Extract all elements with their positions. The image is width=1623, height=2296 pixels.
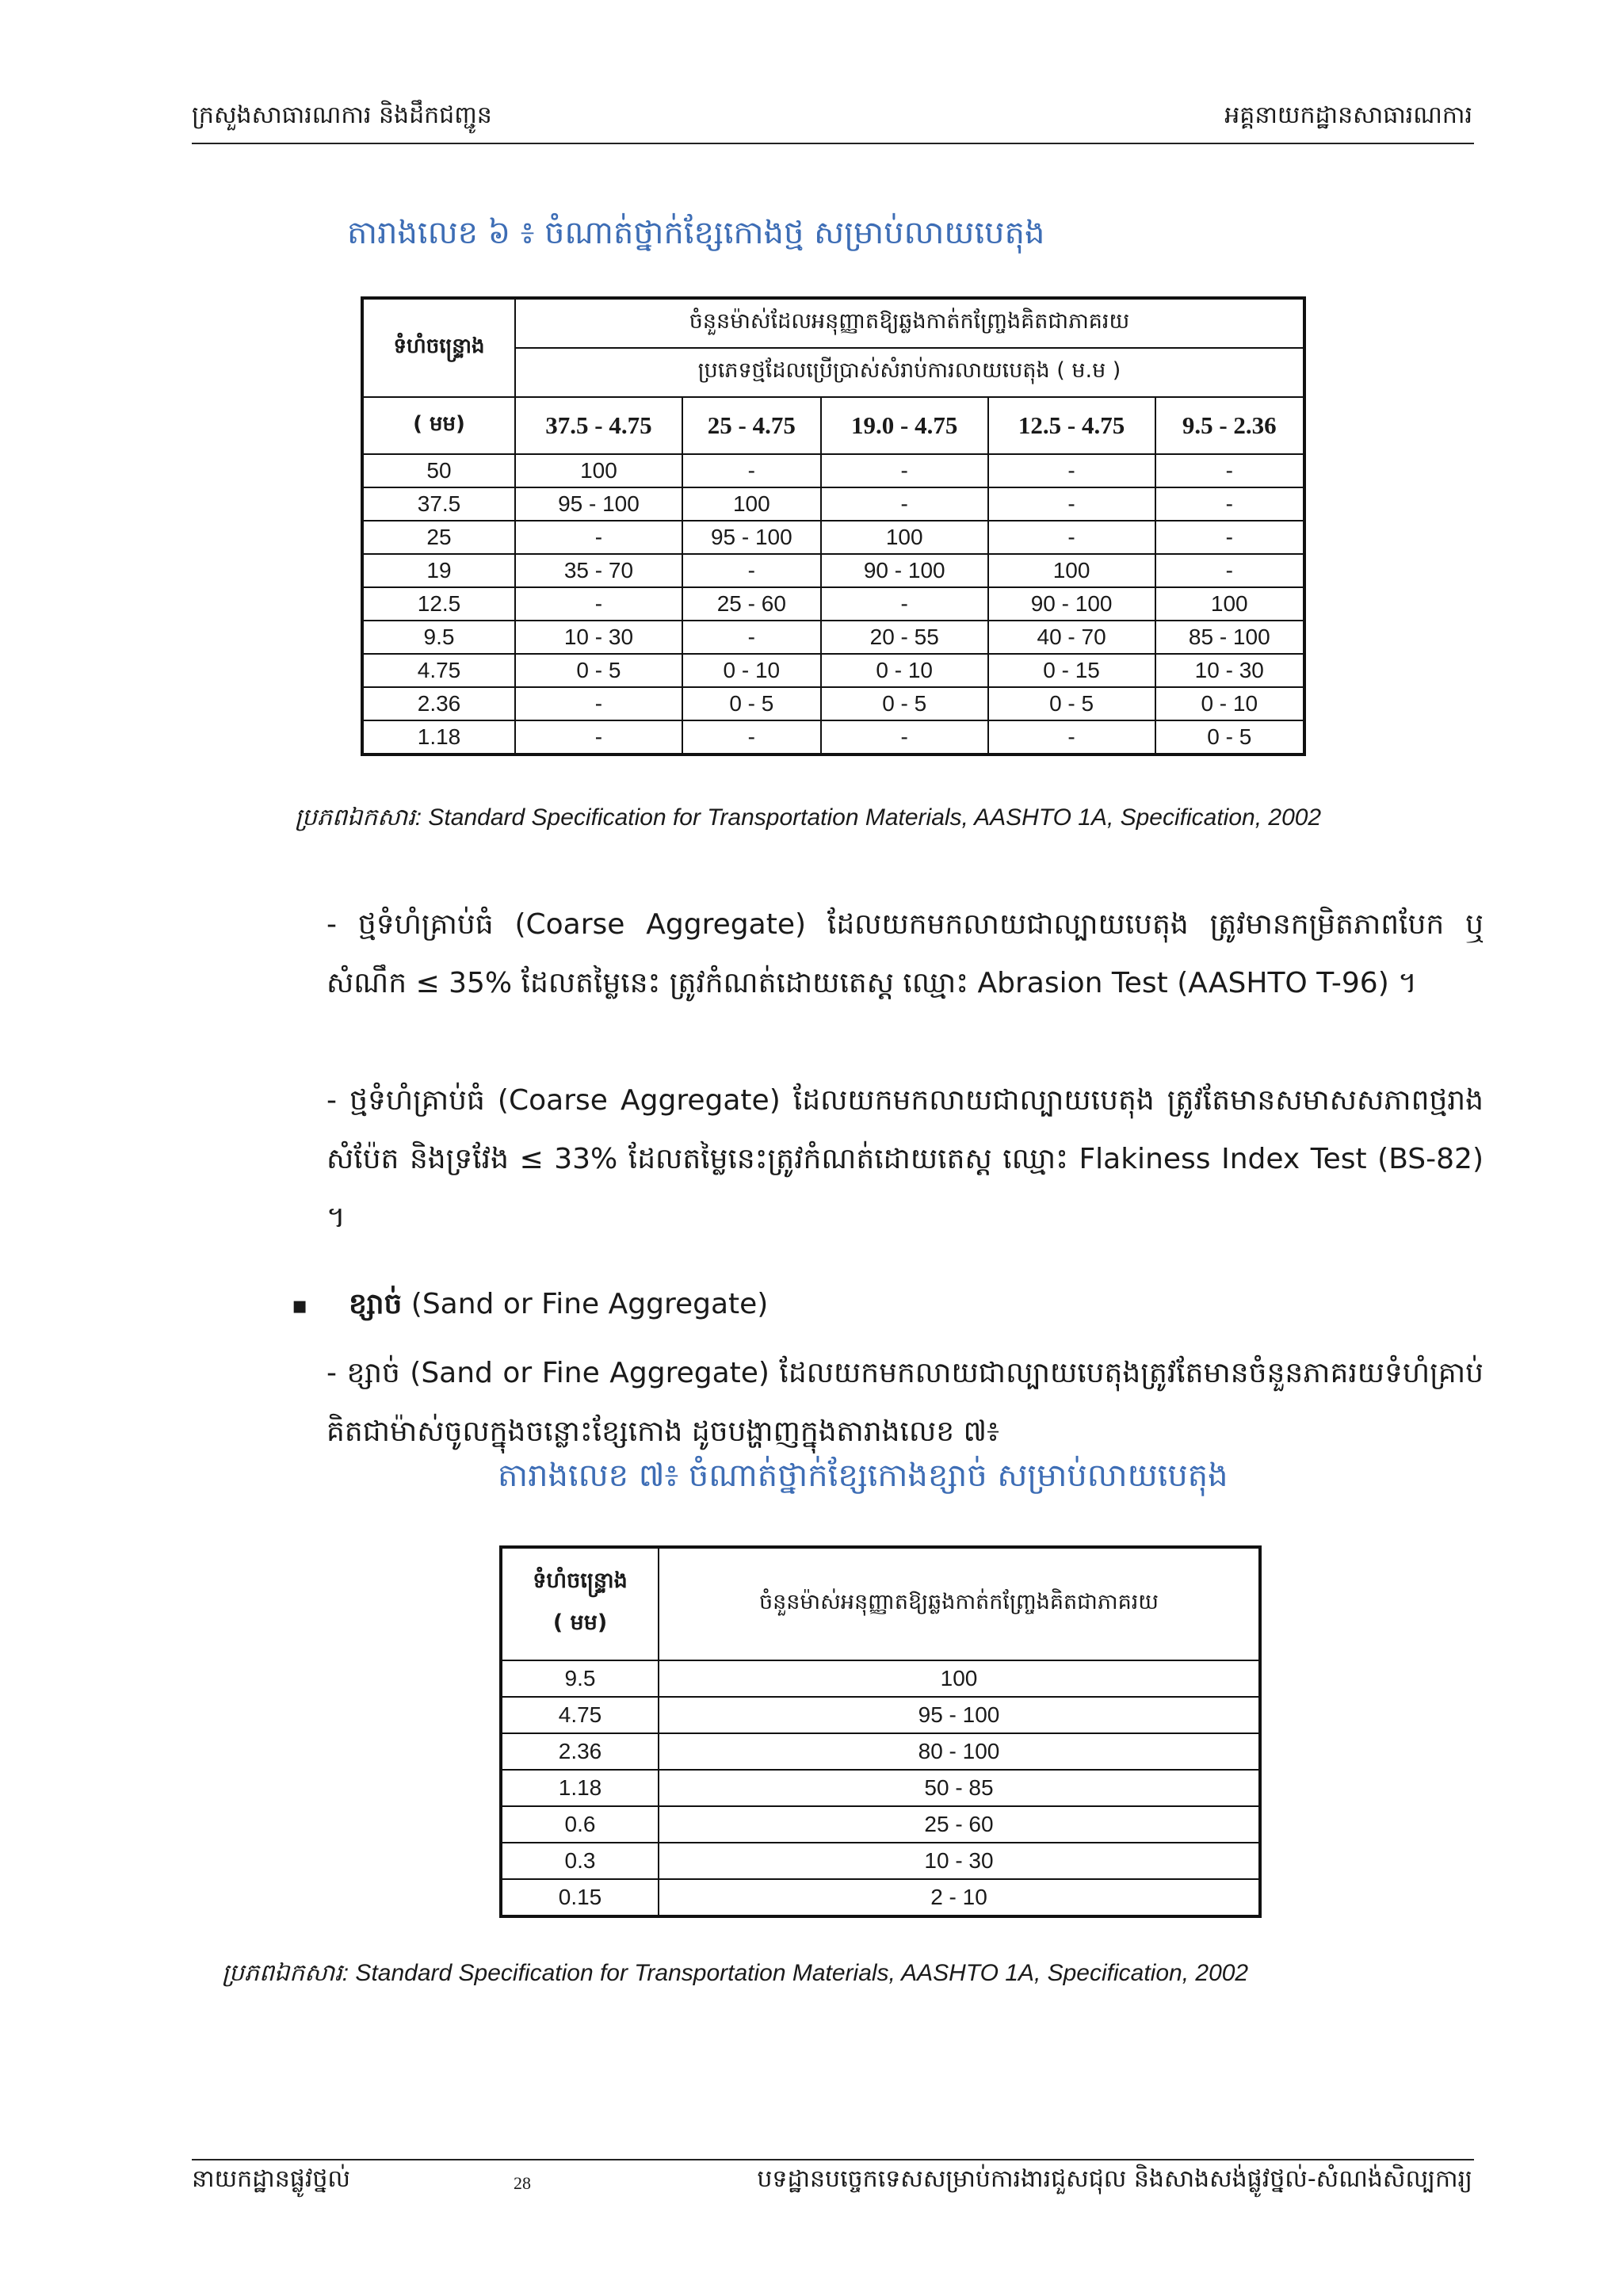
table6-row <box>362 654 1304 687</box>
table6-cell: 9.5 <box>362 621 515 654</box>
table6-cell: - <box>988 487 1155 521</box>
table6-cell: 0 - 10 <box>821 654 988 687</box>
header-left: ក្រសួងសាធារណការ និងដឹកជញ្ជូន <box>192 101 492 129</box>
table6-group-header: ចំនួនម៉ាស់ដែលអនុញ្ញាតឱ្យឆ្លងកាត់កញ្រ្ចែងគិតជាភាគរយ <box>515 298 1304 348</box>
table7-cell: 0.3 <box>501 1843 659 1879</box>
source-text: : Standard Specification for Transportation Materials, AASHTO 1A, Specification, 2002 <box>342 1960 1249 1986</box>
table6-cell: 100 <box>1155 587 1304 621</box>
table7-title: តារាងលេខ ៧៖ ចំណាត់ថ្នាក់ខ្សែកោងខ្សាច់ សម្រាប់លាយបេតុង <box>498 1457 1228 1494</box>
table6-cell: - <box>1155 554 1304 587</box>
table6-cell: 0 - 5 <box>821 687 988 720</box>
table6-cell: - <box>821 720 988 755</box>
table6-col-header: 25 - 4.75 <box>682 397 821 454</box>
table6-row <box>362 720 1304 755</box>
footer-rule <box>192 2159 1474 2160</box>
footer-left: នាយកដ្ឋានផ្លូវថ្នល់ <box>192 2165 350 2193</box>
table7-sieve-label: ទំហំចន្រ្ទោង <box>533 1568 628 1593</box>
table7-cell: 25 - 60 <box>659 1806 1260 1843</box>
table6-cell: - <box>988 720 1155 755</box>
paragraph-sand: - ខ្សាច់ (Sand or Fine Aggregate) ដែលយកមកលាយជាល្បាយបេតុងត្រូវតែមានចំនួនភាគរយទំហំគ្រាប់គិតជាម៉ាស់ចូលក្នុងចន្លោះខ្សែកោង ដូចបង្ហាញក្នុងតារាងលេខ ៧៖ <box>327 1357 1484 1448</box>
table6-cell: 25 - 60 <box>682 587 821 621</box>
table6-cell: 100 <box>988 554 1155 587</box>
table6-row <box>362 587 1304 621</box>
table6-cell: 90 - 100 <box>821 554 988 587</box>
table6-col-header: 12.5 - 4.75 <box>988 397 1155 454</box>
table7-cell: 80 - 100 <box>659 1733 1260 1770</box>
table6-cell: 40 - 70 <box>988 621 1155 654</box>
table6-cell: 1.18 <box>362 720 515 755</box>
table7-cell: 2 - 10 <box>659 1879 1260 1916</box>
table6-cell: - <box>1155 454 1304 487</box>
table6-cell: 37.5 <box>362 487 515 521</box>
table6-cell: 0 - 10 <box>1155 687 1304 720</box>
bullet-heading-kh: ខ្សាច់ <box>349 1288 403 1320</box>
table6-row <box>362 621 1304 654</box>
table6-cell: 90 - 100 <box>988 587 1155 621</box>
table6-cell: 0 - 5 <box>1155 720 1304 755</box>
table6-sub-header: ប្រភេទថ្មដែលប្រើប្រាស់សំរាប់ការលាយបេតុង ( ម.ម ) <box>515 348 1304 397</box>
table6-cell: - <box>515 687 682 720</box>
table7-row <box>501 1733 1260 1770</box>
table7-cell: 0.15 <box>501 1879 659 1916</box>
table7-cell: 4.75 <box>501 1697 659 1733</box>
table6-cell: - <box>682 454 821 487</box>
source-label: ប្រភពឯកសារ <box>295 804 415 831</box>
table7-row <box>501 1879 1260 1916</box>
table6-cell: 2.36 <box>362 687 515 720</box>
bullet-heading <box>349 1286 768 1328</box>
table6-cell: - <box>988 521 1155 554</box>
table6-cell: 0 - 10 <box>682 654 821 687</box>
source-text: : Standard Specification for Transportation Materials, AASHTO 1A, Specification, 2002 <box>414 804 1322 831</box>
table6-cell: - <box>821 454 988 487</box>
footer-right: បទដ្ឋានបច្ចេកទេសសម្រាប់ការងារជួសជុល និងសាងសង់ផ្លូវថ្នល់-សំណង់សិល្បការ្យ <box>757 2165 1472 2193</box>
table6-row <box>362 487 1304 521</box>
table7-body <box>501 1660 1260 1916</box>
table7-row <box>501 1697 1260 1733</box>
table6-cell: 10 - 30 <box>515 621 682 654</box>
table6-cell: 0 - 5 <box>682 687 821 720</box>
table6-cell: 12.5 <box>362 587 515 621</box>
table6-cell: - <box>682 720 821 755</box>
table6-cell: - <box>515 720 682 755</box>
table7-cell: 1.18 <box>501 1770 659 1806</box>
table6-cell: 20 - 55 <box>821 621 988 654</box>
table7-row <box>501 1843 1260 1879</box>
table6-cell: - <box>821 587 988 621</box>
table6-cell: 100 <box>821 521 988 554</box>
table6-cell: 35 - 70 <box>515 554 682 587</box>
table7-cell: 0.6 <box>501 1806 659 1843</box>
table7-source <box>222 1958 1248 1992</box>
table6-cell: 50 <box>362 454 515 487</box>
table7-cell: 95 - 100 <box>659 1697 1260 1733</box>
table6-col-header: 37.5 - 4.75 <box>515 397 682 454</box>
table6-cell: 0 - 15 <box>988 654 1155 687</box>
page-number: 28 <box>514 2173 531 2193</box>
table6-cell: 4.75 <box>362 654 515 687</box>
bullet-heading-en: (Sand or Fine Aggregate) <box>402 1288 769 1320</box>
table6-cell: 100 <box>682 487 821 521</box>
table7-cell: 50 - 85 <box>659 1770 1260 1806</box>
table7-row <box>501 1770 1260 1806</box>
table6-title: តារាងលេខ ៦ ៖ ចំណាត់ថ្នាក់ខ្សែកោងថ្ម សម្រាប់លាយបេតុង <box>347 215 1045 251</box>
table6 <box>361 296 1306 756</box>
paragraph-coarse-abrasion: - ថ្មទំហំគ្រាប់ធំ (Coarse Aggregate) ដែលយកមកលាយជាល្បាយបេតុង ត្រូវមានកម្រិតភាពបែក ឬសំណឹក ≤ 35% ដែលតម្លៃនេះ ត្រូវកំណត់ដោយតេស្ត ឈ្មោះ Abrasion Test (AASHTO T-96) ។ <box>327 908 1484 999</box>
table6-col-header: 9.5 - 2.36 <box>1155 397 1304 454</box>
table6-body <box>362 454 1304 755</box>
table6-cell: - <box>1155 521 1304 554</box>
table7-sieve-header <box>501 1547 659 1660</box>
table7 <box>499 1545 1262 1918</box>
paragraph-coarse-flakiness: - ថ្មទំហំគ្រាប់ធំ (Coarse Aggregate) ដែលយកមកលាយជាល្បាយបេតុង ត្រូវតែមានសមាសសភាពថ្មរាងសំប៉ែត និងទ្រវែង ≤ 33% ដែលតម្លៃនេះត្រូវកំណត់ដោយតេស្ត ឈ្មោះ Flakiness Index Test (BS-82) ។ <box>327 1084 1484 1234</box>
table6-cell: 0 - 5 <box>515 654 682 687</box>
table6-cell: 95 - 100 <box>682 521 821 554</box>
table7-pass-header: ចំនួនម៉ាស់អនុញ្ញាតឱ្យឆ្លងកាត់កញ្រ្ចែងគិតជាភាគរយ <box>659 1547 1260 1660</box>
source-label: ប្រភពឯកសារ <box>222 1960 342 1986</box>
table6-cell: - <box>1155 487 1304 521</box>
table7-unit-label: ( មម) <box>552 1610 608 1635</box>
table7-cell: 10 - 30 <box>659 1843 1260 1879</box>
table6-unit-header: ( មម) <box>362 397 515 454</box>
table6-cell: - <box>988 454 1155 487</box>
table7-cell: 2.36 <box>501 1733 659 1770</box>
table6-cell: 10 - 30 <box>1155 654 1304 687</box>
table6-cell: 95 - 100 <box>515 487 682 521</box>
table6-cell: 25 <box>362 521 515 554</box>
table6-source <box>295 802 1321 837</box>
table6-row <box>362 687 1304 720</box>
header-rule <box>192 143 1474 144</box>
table6-col-header: 19.0 - 4.75 <box>821 397 988 454</box>
table7-row <box>501 1660 1260 1697</box>
bullet-marker: ▪ <box>292 1292 308 1320</box>
table6-sieve-label: ទំហំចន្រ្ទោង <box>393 334 485 358</box>
table7-cell: 9.5 <box>501 1660 659 1697</box>
header-right: អគ្គនាយកដ្ឋានសាធារណការ <box>1224 101 1472 129</box>
table6-cell: - <box>515 521 682 554</box>
table6-row <box>362 521 1304 554</box>
table6-cell: 100 <box>515 454 682 487</box>
table7-cell: 100 <box>659 1660 1260 1697</box>
table6-cell: - <box>682 621 821 654</box>
table6-sieve-header <box>362 298 515 397</box>
table6-cell: - <box>682 554 821 587</box>
table6-cell: - <box>821 487 988 521</box>
table6-cell: 85 - 100 <box>1155 621 1304 654</box>
table6-cell: 0 - 5 <box>988 687 1155 720</box>
table6-cell: - <box>515 587 682 621</box>
table7-row <box>501 1806 1260 1843</box>
table6-cell: 19 <box>362 554 515 587</box>
table6-row <box>362 554 1304 587</box>
table6-row <box>362 454 1304 487</box>
